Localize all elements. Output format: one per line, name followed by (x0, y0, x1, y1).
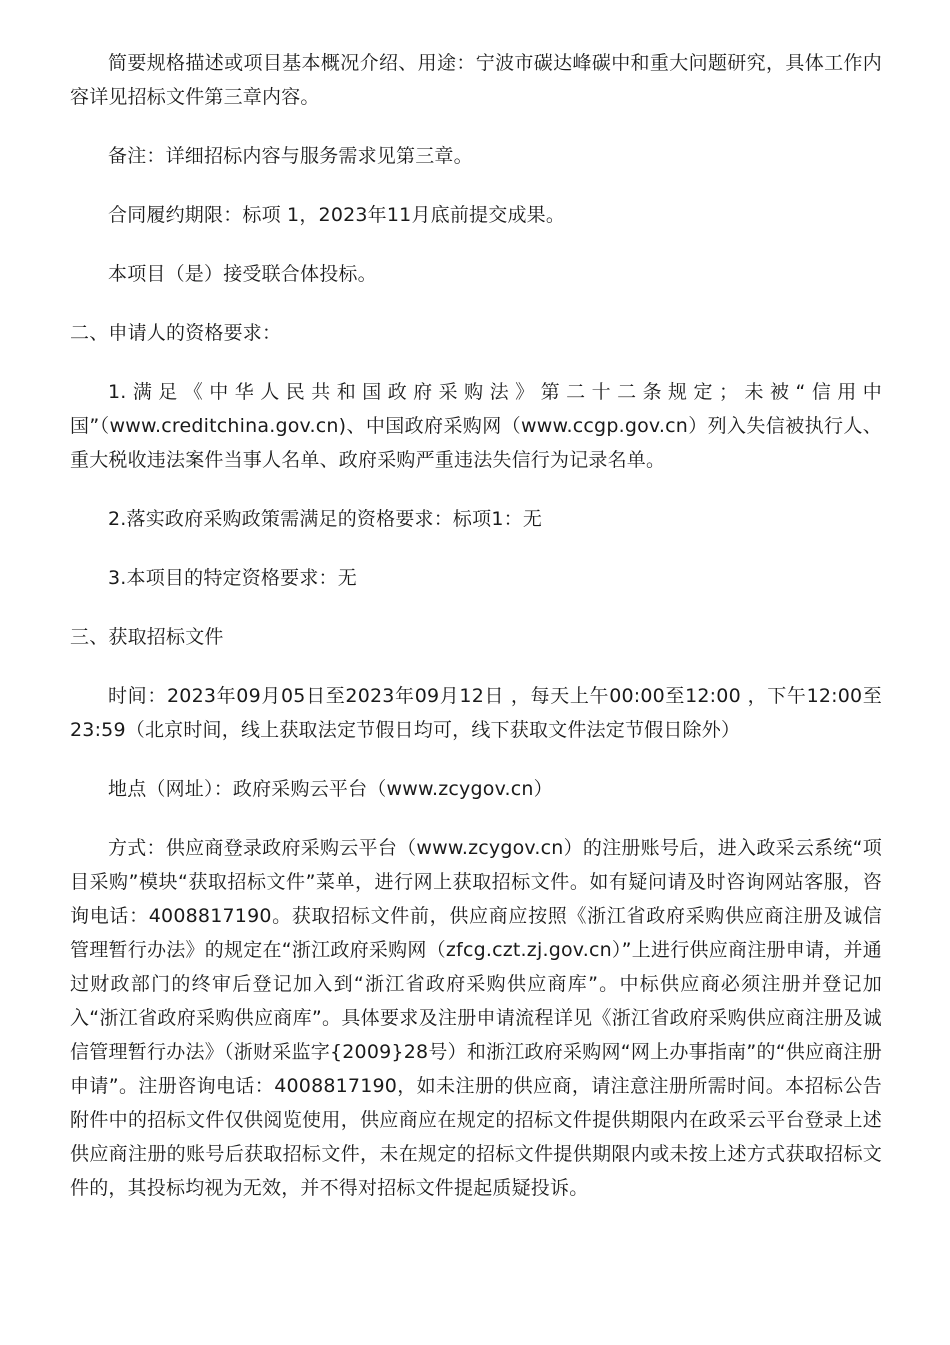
contract-period-paragraph: 合同履约期限：标项 1，2023年11月底前提交成果。 (108, 204, 566, 226)
section-heading-qualifications: 二、申请人的资格要求： (70, 322, 282, 344)
project-overview-paragraph: 简要规格描述或项目基本概况介绍、用途：宁波市碳达峰碳中和重大问题研究，具体工作内容详见招标文件第三章内容。 (70, 52, 882, 108)
document-body (70, 46, 882, 1230)
remarks-paragraph: 备注：详细招标内容与服务需求见第三章。 (108, 145, 473, 167)
qualification-item-3: 3.本项目的特定资格要求：无 (108, 567, 357, 589)
time-paragraph: 时间：2023年09月05日至2023年09月12日 ，每天上午00:00至12:00 ，下午12:00至23:59（北京时间，线上获取法定节假日均可，线下获取文件法定节假日除外） (70, 685, 882, 741)
location-paragraph: 地点（网址）：政府采购云平台（www.zcygov.cn） (108, 778, 553, 800)
method-paragraph: 方式：供应商登录政府采购云平台（www.zcygov.cn）的注册账号后，进入政采云系统“项目采购”模块“获取招标文件”菜单，进行网上获取招标文件。如有疑问请及时咨询网站客服，咨询电话：4008817190。获取招标文件前，供应商应按照《浙江省政府采购供应商注册及诚信管理暂行办法》的规定在“浙江政府采购网（zfcg.czt.zj.gov.cn）”上进行供应商注册申请，并通过财政部门的终审后登记加入到“浙江省政府采购供应商库”。中标供应商必须注册并登记加入“浙江省政府采购供应商库”。具体要求及注册申请流程详见《浙江省政府采购供应商注册及诚信管理暂行办法》（浙财采监字{2009}28号）和浙江政府采购网“网上办事指南”的“供应商注册申请”。注册咨询电话：4008817190，如未注册的供应商，请注意注册所需时间。本招标公告附件中的招标文件仅供阅览使用，供应商应在规定的招标文件提供期限内在政采云平台登录上述供应商注册的账号后获取招标文件，未在规定的招标文件提供期限内或未按上述方式获取招标文件的，其投标均视为无效，并不得对招标文件提起质疑投诉。 (70, 837, 882, 1199)
section-heading-obtain-documents: 三、获取招标文件 (70, 626, 224, 648)
qualification-item-2: 2.落实政府采购政策需满足的资格要求：标项1：无 (108, 508, 543, 530)
consortium-paragraph: 本项目（是）接受联合体投标。 (108, 263, 377, 285)
qualification-item-1: 1.满足《中华人民共和国政府采购法》第二十二条规定；未被“信用中国”（www.creditchina.gov.cn)、中国政府采购网（www.ccgp.gov.cn）列入失信被执行人、重大税收违法案件当事人名单、政府采购严重违法失信行为记录名单。 (70, 381, 882, 471)
